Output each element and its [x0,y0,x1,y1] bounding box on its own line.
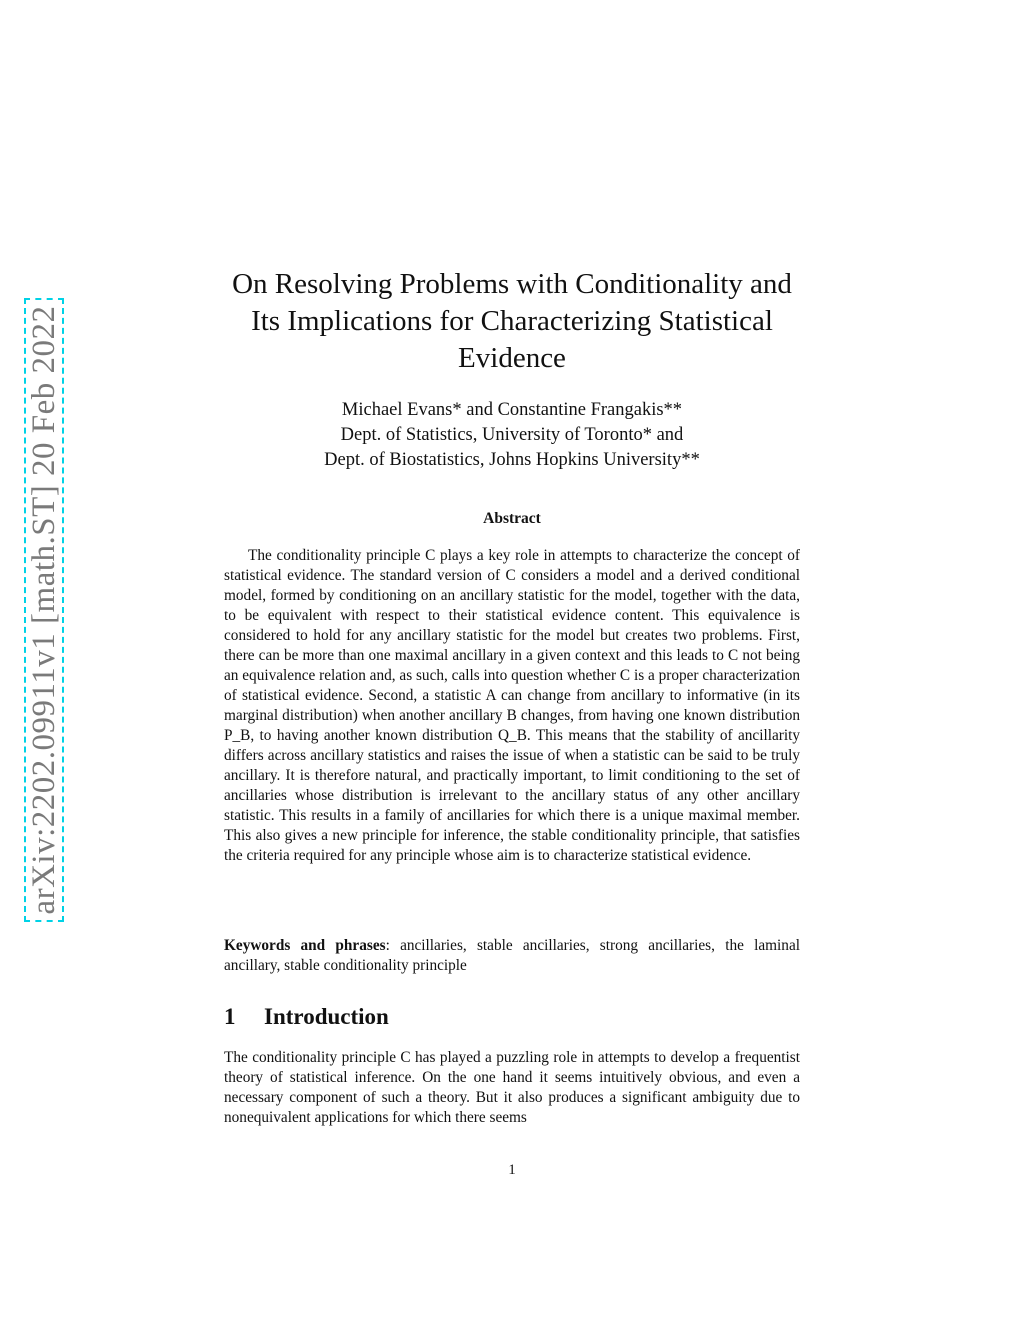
author-names: Michael Evans* and Constantine Frangakis** [341,400,683,420]
page-number: 1 [508,1162,516,1178]
arxiv-stamp: arXiv:2202.09911v1 [math.ST] 20 Feb 2022 [26,305,62,915]
title-line: On Resolving Problems with Conditionality and [232,268,792,300]
section-title: Introduction [264,1004,389,1029]
intro-paragraph: The conditionality principle C has played a puzzling role in attempts to develop a frequentist theory of statistical inference. On the one hand it seems intuitively obvious, and even a necessary component of such a theory. But it also produces a significant ambiguity due to nonequivalent applications for which there seems [224,1049,800,1126]
section-number: 1 [224,1004,236,1029]
section-heading [224,1004,389,1030]
keywords-label: Keywords and phrases [224,937,386,954]
affiliation-line: Dept. of Biostatistics, Johns Hopkins University** [324,450,700,470]
keywords [224,936,800,976]
abstract-heading: Abstract [483,510,541,527]
author-block [224,398,800,473]
affiliation-line: Dept. of Statistics, University of Toronto* and [340,425,684,445]
keywords-list: : ancillaries, stable ancillaries, strong ancillaries, the laminal ancillary, stable conditionality principle [224,937,800,974]
abstract-text: The conditionality principle C plays a key role in attempts to characterize the concept of statistical evidence. The standard version of C considers a model and a derived conditional model, formed by conditioning on an ancillary statistic for the model, together with the data, to be equivalent with respect to their statistical evidence content. This equivalence is considered to hold for any ancillary statistic for the model but creates two problems. First, there can be more than one maximal ancillary in a given context and this leads to C not being an equivalence relation and, as such, calls into question whether C is a proper characterization of statistical evidence. Second, a statistic A can change from ancillary to informative (in its marginal distribution) when another ancillary B changes, from having one known distribution P_B, to having another known distribution Q_B. This means that the stability of ancillarity differs across ancillary statistics and raises the issue of when a statistic can be said to be truly ancillary. It is therefore natural, and practically important, to limit conditioning to the set of ancillaries whose distribution is irrelevant to the ancillary status of any other ancillary statistic. This results in a family of ancillaries for which there is a unique maximal member. This also gives a new principle for inference, the stable conditionality principle, that satisfies the criteria required for any principle whose aim is to characterize statistical evidence. [224,547,800,864]
title-line: Its Implications for Characterizing Statistical [251,305,773,337]
paper-title [224,266,800,377]
title-line: Evidence [458,342,566,374]
